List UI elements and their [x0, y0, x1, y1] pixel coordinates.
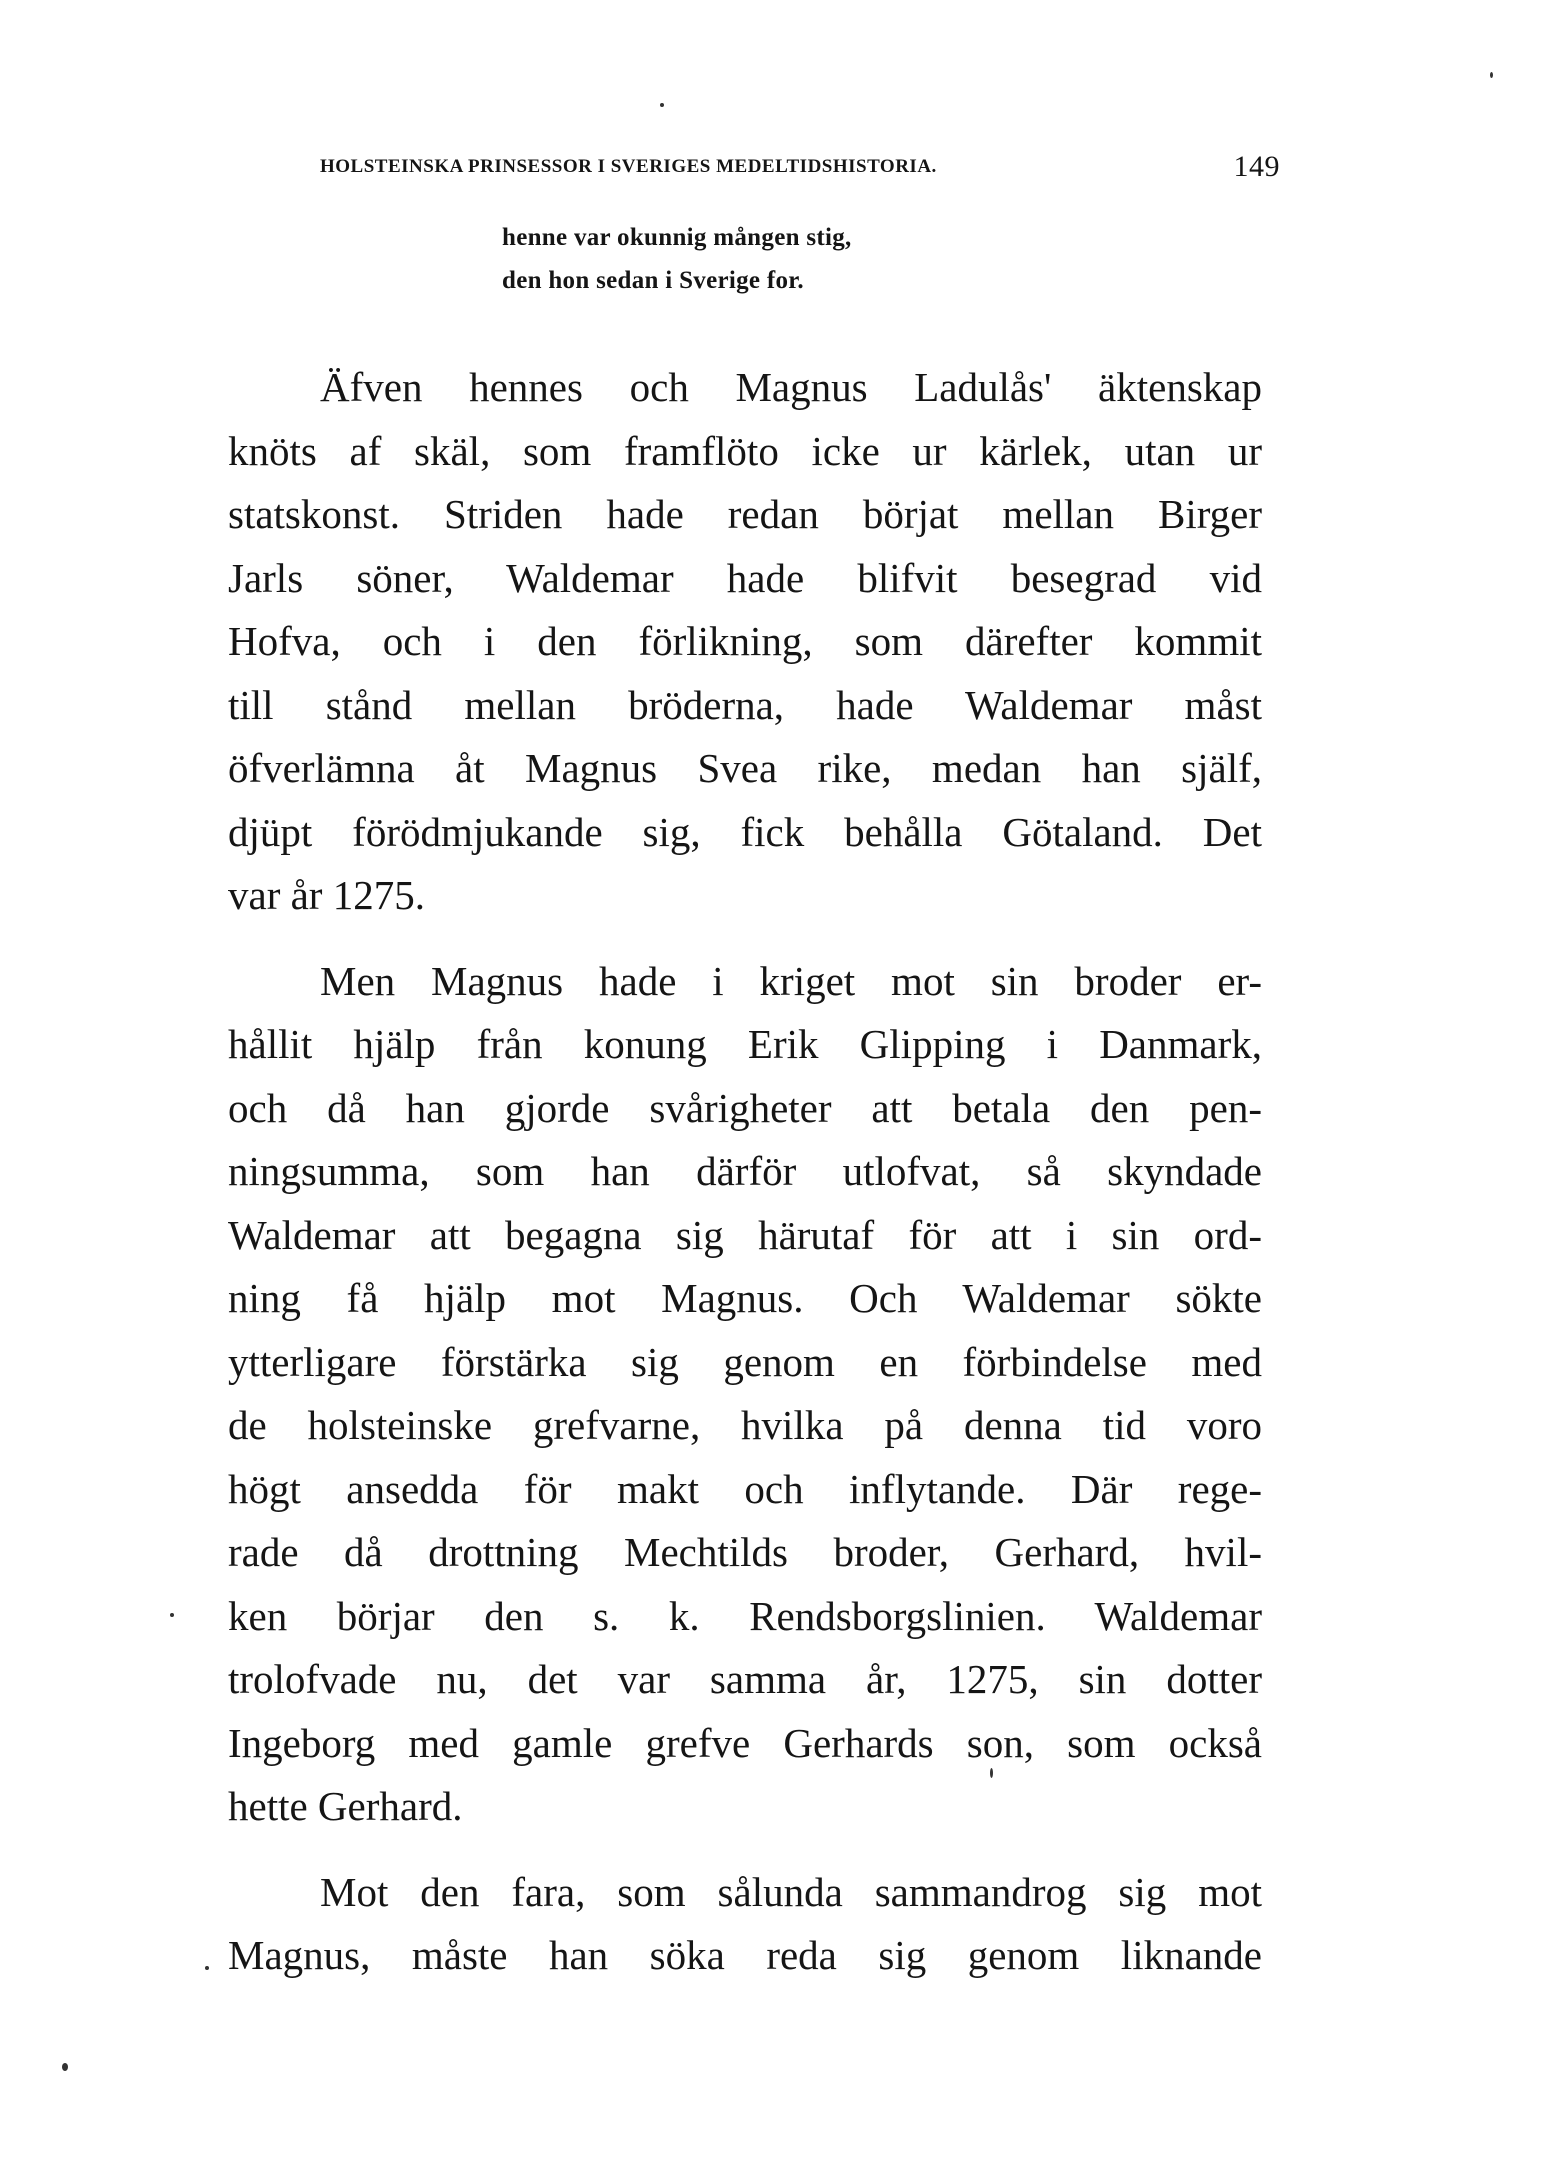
- text-line: de holsteinske grefvarne, hvilka på denna tid voro: [228, 1402, 1262, 1448]
- verse-line: henne var okunnig mången stig,: [502, 224, 852, 251]
- scan-speck: [170, 1613, 174, 1617]
- text-line: rade då drottning Mechtilds broder, Gerhard, hvil-: [228, 1529, 1262, 1575]
- body-text: [228, 356, 1262, 1988]
- text-line: Äfven hennes och Magnus Ladulås' äktenskap: [320, 364, 1262, 410]
- text-line: till stånd mellan bröderna, hade Waldemar måst: [228, 681, 1262, 728]
- page-number: 149: [1233, 150, 1280, 183]
- text-line: högt ansedda för makt och inflytande. Där rege-: [228, 1465, 1262, 1512]
- running-head-title: HOLSTEINSKA PRINSESSOR I SVERIGES MEDELTIDSHISTORIA.: [320, 156, 937, 177]
- text-line: hette Gerhard.: [228, 1783, 463, 1829]
- running-head: [320, 150, 1280, 190]
- text-line: Hofva, och i den förlikning, som därefter kommit: [228, 618, 1262, 664]
- text-line: ningsumma, som han därför utlofvat, så skyndade: [228, 1148, 1262, 1194]
- text-line: öfverlämna åt Magnus Svea rike, medan han själf,: [228, 745, 1262, 791]
- text-line: Mot den fara, som sålunda sammandrog sig mot: [320, 1868, 1262, 1915]
- paragraph-gap: [228, 928, 1262, 950]
- text-line: var år 1275.: [228, 872, 425, 918]
- text-line: statskonst. Striden hade redan börjat mellan Birger: [228, 491, 1262, 537]
- text-line: knöts af skäl, som framflöto icke ur kärlek, utan ur: [228, 427, 1262, 474]
- scan-speck: [660, 103, 664, 107]
- scan-speck: [990, 1768, 993, 1778]
- text-line: hållit hjälp från konung Erik Glipping i Danmark,: [228, 1021, 1262, 1067]
- text-line: ken börjar den s. k. Rendsborgslinien. Waldemar: [228, 1592, 1262, 1639]
- paragraph-3: [228, 1861, 1262, 1988]
- text-line: Waldemar att begagna sig härutaf för att i sin ord-: [228, 1211, 1262, 1258]
- verse-line: den hon sedan i Sverige for.: [502, 267, 804, 294]
- text-line: ning få hjälp mot Magnus. Och Waldemar sökte: [228, 1275, 1262, 1321]
- text-line: Magnus, måste han söka reda sig genom liknande: [228, 1932, 1262, 1978]
- text-line: djüpt förödmjukande sig, fick behålla Götaland. Det: [228, 808, 1262, 855]
- verse-quote: [502, 216, 852, 302]
- text-line: Ingeborg med gamle grefve Gerhards son, som också: [228, 1719, 1262, 1766]
- paragraph-2: [228, 950, 1262, 1839]
- paragraph-gap: [228, 1839, 1262, 1861]
- text-line: Men Magnus hade i kriget mot sin broder er-: [320, 957, 1262, 1004]
- text-line: och då han gjorde svårigheter att betala den pen-: [228, 1084, 1262, 1131]
- scan-speck: [205, 1966, 209, 1970]
- text-line: ytterligare förstärka sig genom en förbindelse med: [228, 1338, 1262, 1385]
- text-line: Jarls söner, Waldemar hade blifvit besegrad vid: [228, 554, 1262, 601]
- scan-speck: [62, 2063, 68, 2071]
- text-line: trolofvade nu, det var samma år, 1275, sin dotter: [228, 1656, 1262, 1702]
- scan-speck: [1490, 72, 1493, 78]
- paragraph-1: [228, 356, 1262, 928]
